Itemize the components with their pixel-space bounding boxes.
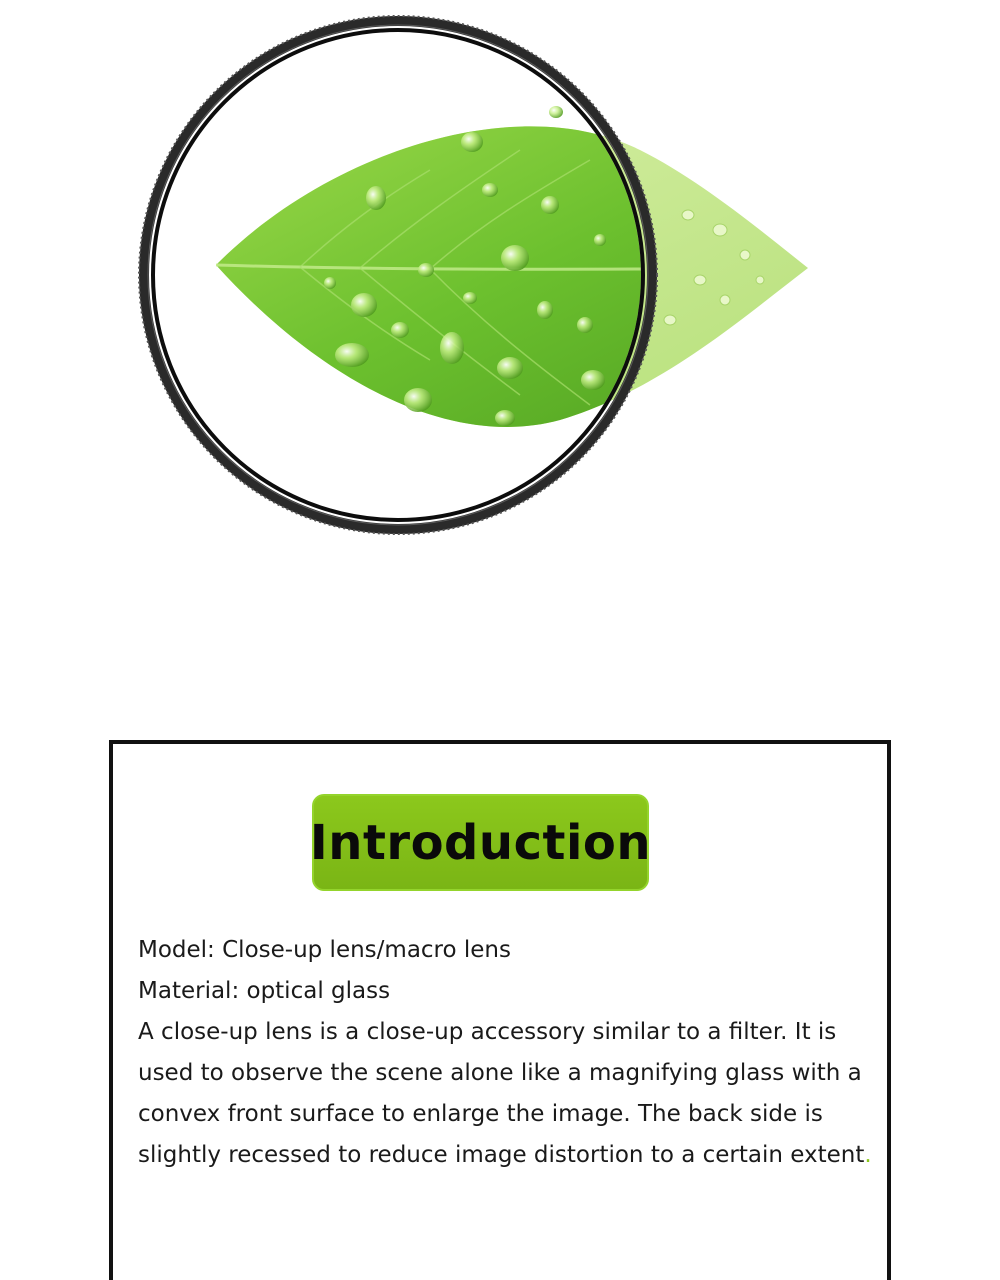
introduction-text — [138, 930, 878, 1176]
description-text: A close-up lens is a close-up accessory similar to a filter. It is used to observe the scene alone like a magnifying glass with a convex front surface to enlarge the image. The back side is slightly recessed to reduce image distortion to a certain extent — [138, 1019, 865, 1168]
introduction-badge — [309, 794, 652, 891]
product-photo — [0, 0, 1000, 620]
material-line: Material: optical glass — [138, 978, 391, 1004]
description-paragraph — [138, 1012, 878, 1176]
introduction-title: Introduction — [309, 814, 652, 871]
model-line: Model: Close-up lens/macro lens — [138, 937, 511, 963]
description-end-dot: . — [864, 1142, 872, 1168]
introduction-panel — [109, 740, 891, 1280]
